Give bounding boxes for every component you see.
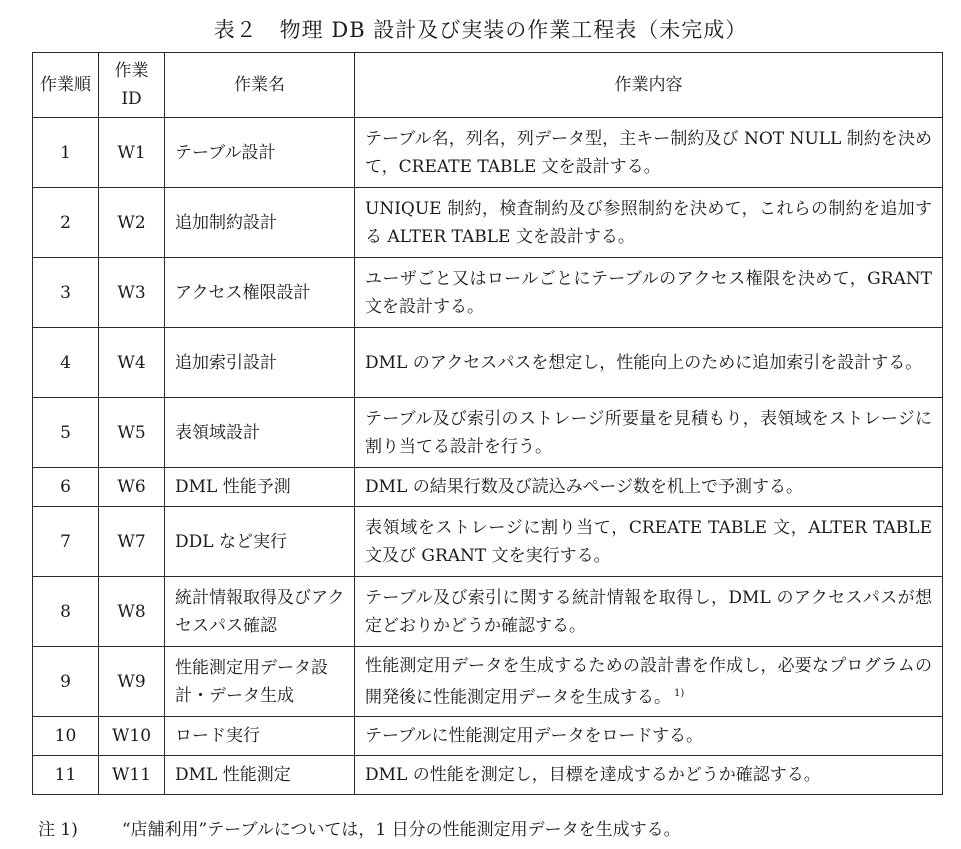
cell-name: DML 性能測定 <box>165 756 355 795</box>
table-title: 表２ 物理 DB 設計及び実装の作業工程表（未完成） <box>213 18 748 42</box>
footnote <box>38 815 681 840</box>
cell-content: DML の性能を測定し，目標を達成するかどうか確認する。 <box>355 756 943 795</box>
cell-order: 8 <box>33 577 99 647</box>
header-row <box>33 53 943 118</box>
cell-content-text: 性能測定用データを生成するための設計書を作成し，必要なプログラムの開発後に性能測定用データを生成する。 <box>365 655 932 708</box>
cell-content: テーブル及び索引のストレージ所要量を見積もり，表領域をストレージに割り当てる設計を行う。 <box>355 398 943 468</box>
cell-id: W7 <box>99 507 165 577</box>
cell-id: W8 <box>99 577 165 647</box>
cell-name: 統計情報取得及びアクセスパス確認 <box>165 577 355 647</box>
cell-name: DDL など実行 <box>165 507 355 577</box>
cell-name: 追加索引設計 <box>165 328 355 398</box>
footnote-reference: 1) <box>674 687 685 699</box>
cell-order: 3 <box>33 258 99 328</box>
table-row <box>33 258 943 328</box>
cell-content <box>355 647 943 717</box>
table-row <box>33 647 943 717</box>
cell-content: DML の結果行数及び読込みページ数を机上で予測する。 <box>355 468 943 507</box>
cell-name: ロード実行 <box>165 717 355 756</box>
cell-content: テーブル及び索引に関する統計情報を取得し，DML のアクセスパスが想定どおりかどうか確認する。 <box>355 577 943 647</box>
table-row <box>33 468 943 507</box>
cell-id: W2 <box>99 188 165 258</box>
cell-content: UNIQUE 制約，検査制約及び参照制約を決めて，これらの制約を追加する ALTER TABLE 文を設計する。 <box>355 188 943 258</box>
cell-id: W4 <box>99 328 165 398</box>
table-row <box>33 577 943 647</box>
cell-order: 1 <box>33 118 99 188</box>
cell-name: 性能測定用データ設計・データ生成 <box>165 647 355 717</box>
cell-id: W3 <box>99 258 165 328</box>
cell-order: 9 <box>33 647 99 717</box>
work-process-table <box>32 52 943 795</box>
cell-order: 2 <box>33 188 99 258</box>
footnote-mark: 注 1) <box>38 820 78 840</box>
cell-order: 4 <box>33 328 99 398</box>
table-row <box>33 507 943 577</box>
cell-order: 10 <box>33 717 99 756</box>
cell-name: 追加制約設計 <box>165 188 355 258</box>
cell-order: 5 <box>33 398 99 468</box>
cell-id: W6 <box>99 468 165 507</box>
table-row <box>33 756 943 795</box>
cell-name: 表領域設計 <box>165 398 355 468</box>
cell-content: テーブル名，列名，列データ型，主キー制約及び NOT NULL 制約を決めて，CREATE TABLE 文を設計する。 <box>355 118 943 188</box>
cell-content: DML のアクセスパスを想定し，性能向上のために追加索引を設計する。 <box>355 328 943 398</box>
cell-name: テーブル設計 <box>165 118 355 188</box>
table-row <box>33 188 943 258</box>
table-row <box>33 118 943 188</box>
cell-order: 11 <box>33 756 99 795</box>
table-row <box>33 398 943 468</box>
cell-name: アクセス権限設計 <box>165 258 355 328</box>
header-content: 作業内容 <box>355 53 943 118</box>
table-row <box>33 328 943 398</box>
cell-order: 7 <box>33 507 99 577</box>
cell-order: 6 <box>33 468 99 507</box>
table-row <box>33 717 943 756</box>
cell-content: テーブルに性能測定用データをロードする。 <box>355 717 943 756</box>
cell-id: W9 <box>99 647 165 717</box>
cell-id: W10 <box>99 717 165 756</box>
cell-content: 表領域をストレージに割り当て，CREATE TABLE 文，ALTER TABLE 文及び GRANT 文を実行する。 <box>355 507 943 577</box>
header-id: 作業 ID <box>99 53 165 118</box>
cell-id: W11 <box>99 756 165 795</box>
cell-id: W1 <box>99 118 165 188</box>
cell-name: DML 性能予測 <box>165 468 355 507</box>
header-order: 作業順 <box>33 53 99 118</box>
cell-content: ユーザごと又はロールごとにテーブルのアクセス権限を決めて，GRANT 文を設計する。 <box>355 258 943 328</box>
cell-id: W5 <box>99 398 165 468</box>
header-name: 作業名 <box>165 53 355 118</box>
footnote-text: “店舗利用”テーブルについては，1 日分の性能測定用データを生成する。 <box>121 820 681 840</box>
